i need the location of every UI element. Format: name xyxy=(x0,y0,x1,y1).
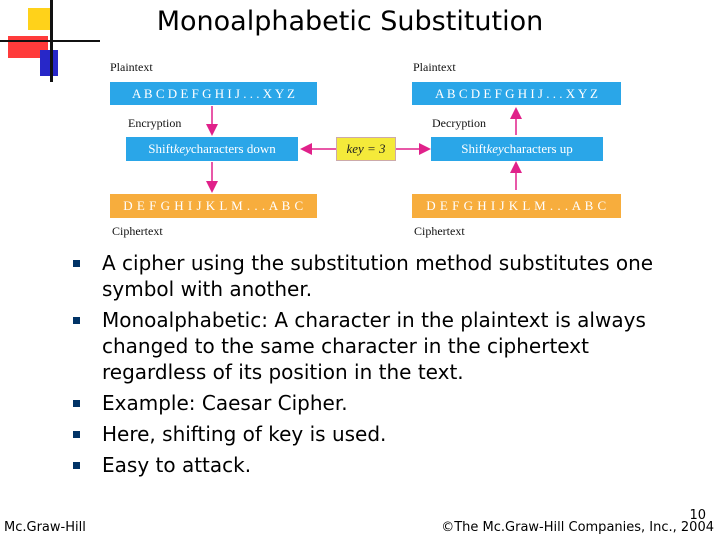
bullet-item xyxy=(70,421,690,447)
right-ciphertext-label: Ciphertext xyxy=(414,224,465,238)
bullet-list xyxy=(70,250,690,483)
bullet-item xyxy=(70,390,690,416)
right-plaintext-label: Plaintext xyxy=(413,60,456,74)
right-plaintext-box: A B C D E F G H I J . . . X Y Z xyxy=(412,82,621,105)
decryption-operation-box xyxy=(431,137,603,161)
bullet-item xyxy=(70,250,690,302)
left-plaintext-label: Plaintext xyxy=(110,60,153,74)
left-ciphertext-label: Ciphertext xyxy=(112,224,163,238)
bullet-square-icon xyxy=(73,431,80,438)
op-suffix: characters down xyxy=(190,141,276,156)
slide-title: Monoalphabetic Substitution xyxy=(156,6,544,37)
footer-publisher: Mc.Graw-Hill xyxy=(4,520,86,535)
op-key: key xyxy=(173,141,191,156)
right-ciphertext-box: D E F G H I J K L M . . . A B C xyxy=(412,194,621,218)
op-prefix: Shift xyxy=(148,141,174,156)
bullet-item xyxy=(70,452,690,478)
bullet-square-icon xyxy=(73,317,80,324)
bullet-text: Example: Caesar Cipher. xyxy=(102,391,348,415)
bullet-text: A cipher using the substitution method substitutes one symbol with another. xyxy=(102,251,654,301)
decryption-label: Decryption xyxy=(432,116,486,130)
footer-copyright: ©The Mc.Graw-Hill Companies, Inc., 2004 xyxy=(441,520,714,535)
key-box: key = 3 xyxy=(336,137,396,161)
left-plaintext-box: A B C D E F G H I J . . . X Y Z xyxy=(110,82,317,105)
op-prefix: Shift xyxy=(461,141,487,156)
bullet-square-icon xyxy=(73,462,80,469)
bullet-text: Monoalphabetic: A character in the plaintext is always changed to the same character in the ciphertext regardless of its position in the text. xyxy=(102,308,646,384)
op-suffix: characters up xyxy=(503,141,573,156)
encryption-label: Encryption xyxy=(128,116,182,130)
bullet-text: Easy to attack. xyxy=(102,453,252,477)
bullet-square-icon xyxy=(73,260,80,267)
bullet-item xyxy=(70,307,690,385)
bullet-square-icon xyxy=(73,400,80,407)
page-number: 10 xyxy=(689,508,706,523)
bullet-text: Here, shifting of key is used. xyxy=(102,422,387,446)
op-key: key xyxy=(486,141,504,156)
encryption-operation-box xyxy=(126,137,298,161)
left-ciphertext-box: D E F G H I J K L M . . . A B C xyxy=(110,194,317,218)
